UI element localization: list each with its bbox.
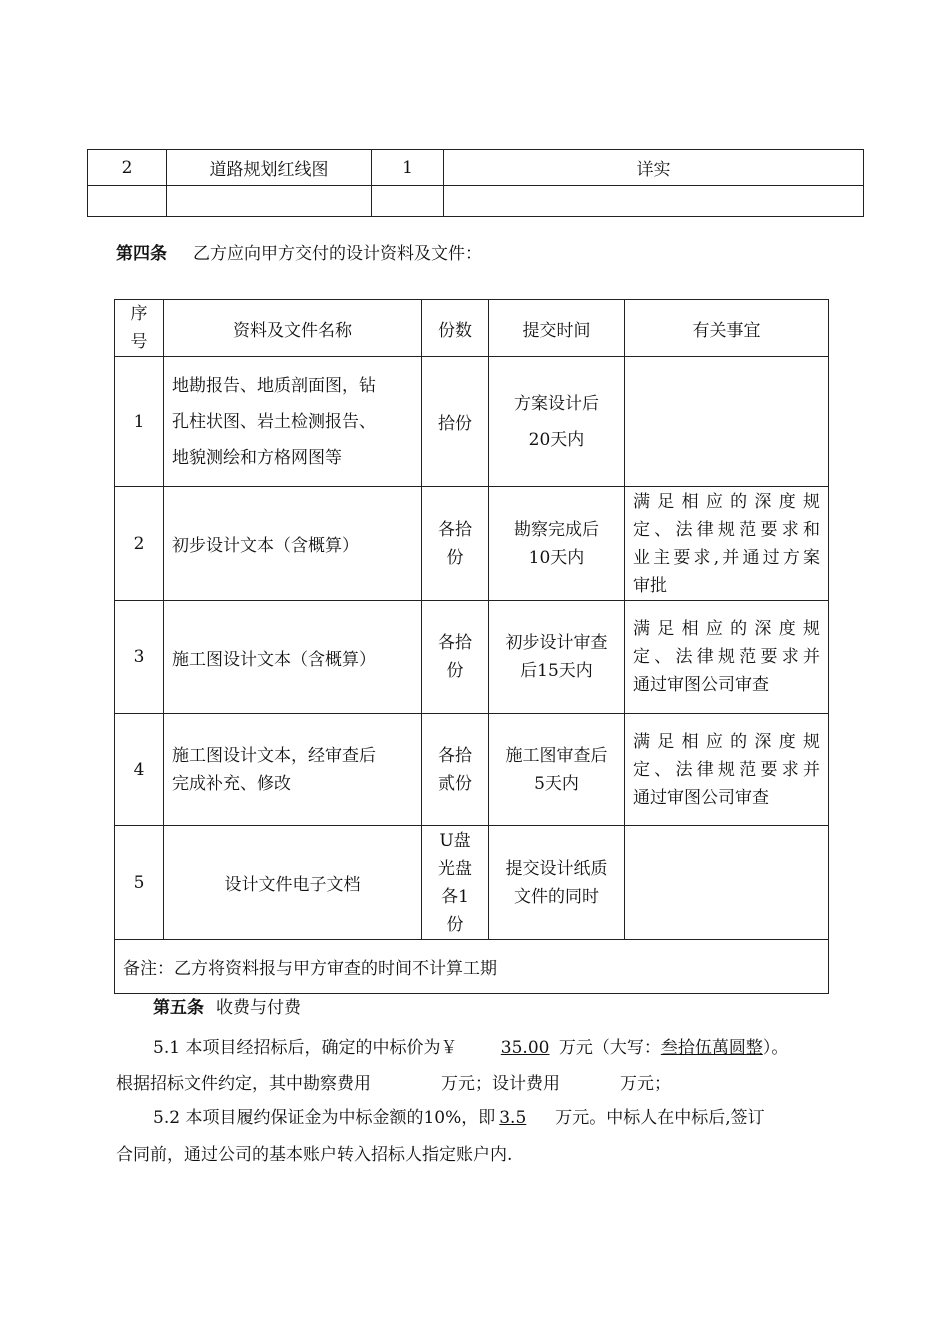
paragraph-5-2-line1 <box>153 1106 765 1130</box>
row-time-line: 后15天内 <box>520 661 593 681</box>
row-name: 施工图设计文本（含概算） <box>164 601 422 714</box>
article5-heading <box>153 996 301 1020</box>
header-note: 有关事宜 <box>625 300 829 357</box>
row-note-line: 通过审图公司审查 <box>633 787 769 808</box>
article4-heading <box>116 242 482 266</box>
row-note <box>625 714 829 826</box>
article5-label: 第五条 <box>153 998 204 1018</box>
row-time-line: 5天内 <box>534 773 579 794</box>
row-no: 2 <box>115 487 164 601</box>
row-note-line: 业主要求,并通过方案 <box>633 547 820 568</box>
table-row <box>115 357 829 487</box>
p51-text-b: 万元（大写： <box>558 1038 661 1058</box>
row-name-line: 地勘报告、地质剖面图，钻 <box>172 375 376 396</box>
remark-row <box>115 940 829 994</box>
row-count <box>422 714 489 826</box>
row-count-line: 各拾 <box>438 745 472 766</box>
empty-cell <box>372 186 444 217</box>
deposit-amount: 3.5 <box>499 1108 527 1128</box>
top-row-count: 1 <box>372 150 444 186</box>
row-note <box>625 826 829 940</box>
row-time-line: 20天内 <box>528 429 585 450</box>
row-count-line: 份 <box>446 914 464 935</box>
row-time-line: 文件的同时 <box>514 886 599 907</box>
header-no-line1: 序 <box>130 304 148 324</box>
row-count <box>422 487 489 601</box>
table-row <box>88 186 864 217</box>
row-count-line: 份 <box>446 661 464 681</box>
table-row <box>88 150 864 186</box>
row-no: 3 <box>115 601 164 714</box>
article5-title: 收费与付费 <box>216 998 301 1018</box>
row-note-line: 满足相应的深度规 <box>633 731 820 752</box>
remark-text: 备注：乙方将资料报与甲方审查的时间不计算工期 <box>115 940 829 994</box>
header-time: 提交时间 <box>489 300 625 357</box>
row-count-line: 贰份 <box>438 773 472 794</box>
top-table <box>87 149 864 217</box>
top-row-note: 详实 <box>444 150 864 186</box>
row-count: 拾份 <box>422 357 489 487</box>
paragraph-5-2-line2 <box>116 1143 512 1167</box>
row-name <box>164 714 422 826</box>
row-no: 1 <box>115 357 164 487</box>
row-name-line: 地貌测绘和方格网图等 <box>172 447 342 468</box>
row-no: 4 <box>115 714 164 826</box>
bid-price-upper: 叁拾伍萬圆整 <box>660 1038 763 1058</box>
empty-cell <box>88 186 167 217</box>
row-time <box>489 357 625 487</box>
row-count <box>422 826 489 940</box>
p51-text-c: ）。 <box>762 1038 789 1058</box>
p51-line2-b: 万元；设计费用 <box>441 1074 560 1094</box>
table-row <box>115 601 829 714</box>
row-time <box>489 601 625 714</box>
row-name-line: 施工图设计文本，经审查后 <box>172 745 376 766</box>
empty-cell <box>167 186 372 217</box>
article4-label: 第四条 <box>116 244 167 264</box>
row-time-line: 10天内 <box>528 547 585 568</box>
row-note-line: 定、法律规范要求并 <box>633 647 820 667</box>
row-note <box>625 357 829 487</box>
paragraph-5-1-line1 <box>153 1036 788 1060</box>
row-count-line: 光盘 <box>438 858 472 879</box>
row-no: 5 <box>115 826 164 940</box>
row-note <box>625 487 829 601</box>
deliverables-table <box>114 299 829 994</box>
row-note-line: 定、法律规范要求和 <box>633 519 820 540</box>
row-note-line: 通过审图公司审查 <box>633 675 769 695</box>
table-header-row <box>115 300 829 357</box>
row-note-line: 满足相应的深度规 <box>633 619 820 639</box>
row-name: 设计文件电子文档 <box>164 826 422 940</box>
row-time-line: 勘察完成后 <box>514 519 599 540</box>
header-no-line2: 号 <box>130 332 148 352</box>
empty-cell <box>444 186 864 217</box>
table-row <box>115 826 829 940</box>
row-count-line: 各拾 <box>438 519 472 540</box>
p51-text-a: 5.1 本项目经招标后，确定的中标价为￥ <box>153 1038 458 1058</box>
row-name-line: 完成补充、修改 <box>172 773 291 794</box>
row-note-line: 审批 <box>633 575 667 596</box>
row-count-line: U盘 <box>439 830 471 851</box>
p52-line2: 合同前，通过公司的基本账户转入招标人指定账户内. <box>116 1145 513 1165</box>
row-name: 初步设计文本（含概算） <box>164 487 422 601</box>
article4-text: 乙方应向甲方交付的设计资料及文件： <box>193 244 482 264</box>
header-name: 资料及文件名称 <box>164 300 422 357</box>
header-count: 份数 <box>422 300 489 357</box>
row-time <box>489 826 625 940</box>
paragraph-5-1-line2 <box>116 1072 671 1096</box>
p51-line2-c: 万元； <box>620 1074 671 1094</box>
row-note-line: 满足相应的深度规 <box>633 491 820 512</box>
row-name <box>164 357 422 487</box>
p51-line2-a: 根据招标文件约定，其中勘察费用 <box>116 1074 371 1094</box>
row-count-line: 份 <box>446 547 464 568</box>
top-row-name: 道路规划红线图 <box>167 150 372 186</box>
row-name-line: 孔柱状图、岩土检测报告、 <box>172 411 376 432</box>
top-row-no: 2 <box>88 150 167 186</box>
row-time-line: 方案设计后 <box>514 393 599 414</box>
row-count-line: 各1 <box>441 886 469 907</box>
row-time <box>489 714 625 826</box>
p52-text-a: 5.2 本项目履约保证金为中标金额的10%，即 <box>153 1108 496 1128</box>
row-time-line: 施工图审查后 <box>505 745 608 766</box>
table-row <box>115 487 829 601</box>
row-note-line: 定、法律规范要求并 <box>633 759 820 780</box>
row-count-line: 各拾 <box>438 633 472 653</box>
row-count <box>422 601 489 714</box>
p52-text-b: 万元。中标人在中标后,签订 <box>555 1108 765 1128</box>
row-time-line: 初步设计审查 <box>505 633 608 653</box>
table-row <box>115 714 829 826</box>
row-time <box>489 487 625 601</box>
row-time-line: 提交设计纸质 <box>505 858 608 879</box>
header-no <box>115 300 164 357</box>
row-note <box>625 601 829 714</box>
bid-price: 35.00 <box>500 1038 550 1058</box>
